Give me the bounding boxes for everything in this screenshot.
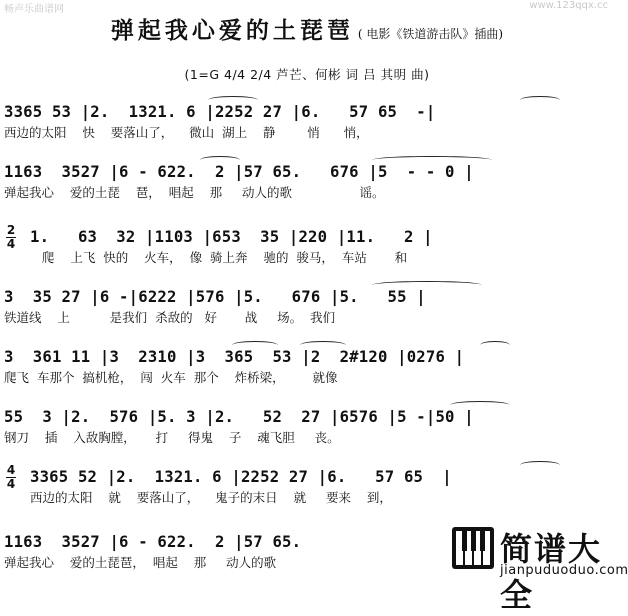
page-title xyxy=(0,12,614,45)
slur-mark xyxy=(200,156,240,164)
slur-mark xyxy=(300,341,346,349)
score-system-3 xyxy=(30,225,608,273)
piano-keys-icon xyxy=(452,527,494,569)
score-system-8 xyxy=(4,530,444,578)
score-system-4 xyxy=(4,285,608,333)
notation-line: 55 3 |2. 576 |5. 3 |2. 52 27 |6576 |5 -|50 | xyxy=(4,408,474,426)
time-signature-top: 2 xyxy=(6,223,16,237)
notation-line: 1. 63 32 |1103 |653 35 |220 |11. 2 | xyxy=(30,228,433,246)
slur-mark xyxy=(520,461,560,469)
slur-mark xyxy=(480,341,510,349)
time-signature-bottom: 4 xyxy=(6,237,16,251)
watermark-top-left: 畅声乐曲谱网 xyxy=(4,4,64,15)
lyrics-line: 西边的太阳 就 要落山了， 鬼子的末日 就 要来 到， xyxy=(30,490,392,505)
time-signature-2-4 xyxy=(6,225,16,250)
watermark-top-right: www.123qqx.cc xyxy=(529,0,608,11)
song-subtitle: ( 电影《铁道游击队》插曲) xyxy=(357,27,504,41)
slur-mark xyxy=(520,96,560,104)
score-system-5 xyxy=(4,345,608,393)
site-logo xyxy=(452,524,628,614)
score-system-7 xyxy=(30,465,608,513)
slur-mark xyxy=(372,281,482,289)
song-credits: (1=G 4/4 2/4 芦芒、何彬 词 吕 其明 曲) xyxy=(184,67,430,82)
score-system-6 xyxy=(4,405,608,453)
lyrics-line: 铁道线 上 是我们 杀敌的 好 战 场。 我们 xyxy=(4,310,336,325)
lyrics-line: 爬 上飞 快的 火车， 像 骑上奔 驰的 骏马， 车站 和 xyxy=(30,250,408,265)
time-signature-top: 4 xyxy=(6,463,16,477)
logo-url: jianpuduoduo.com xyxy=(500,563,628,578)
notation-line: 1163 3527 |6 - 622. 2 |57 65. 676 |5 - - 0 | xyxy=(4,163,474,181)
notation-line: 3 35 27 |6 -|6222 |576 |5. 676 |5. 55 | xyxy=(4,288,426,306)
slur-mark xyxy=(232,341,278,349)
notation-line: 3 361 11 |3 2310 |3 365 53 |2 2#120 |0276 | xyxy=(4,348,465,366)
time-signature-4-4 xyxy=(6,465,16,490)
score-system-2 xyxy=(4,160,608,208)
lyrics-line: 弹起我心 爱的土琵 琶， 唱起 那 动人的歌 谣。 xyxy=(4,185,385,200)
slur-mark xyxy=(450,401,510,409)
lyrics-line: 钢刀 插 入敌胸膛， 打 得鬼 子 魂飞胆 丧。 xyxy=(4,430,340,445)
notation-line: 3365 52 |2. 1321. 6 |2252 27 |6. 57 65 | xyxy=(30,468,452,486)
lyrics-line: 弹起我心 爱的土琵琶， 唱起 那 动人的歌 xyxy=(4,555,277,570)
time-signature-bottom: 4 xyxy=(6,477,16,491)
notation-line: 1163 3527 |6 - 622. 2 |57 65. xyxy=(4,533,321,551)
song-title: 弹起我心爱的土琵琶 xyxy=(110,17,354,44)
lyrics-line: 爬飞 车那个 搞机枪， 闯 火车 那个 炸桥梁， 就像 xyxy=(4,370,338,385)
slur-mark xyxy=(208,96,258,104)
logo-name: 简谱大全 xyxy=(500,530,603,614)
score-system-1 xyxy=(4,100,608,148)
slur-mark xyxy=(372,156,492,164)
notation-line: 3365 53 |2. 1321. 6 |2252 27 |6. 57 65 -| xyxy=(4,103,436,121)
lyrics-line: 西边的太阳 快 要落山了， 微山 湖上 静 悄 悄， xyxy=(4,125,369,140)
